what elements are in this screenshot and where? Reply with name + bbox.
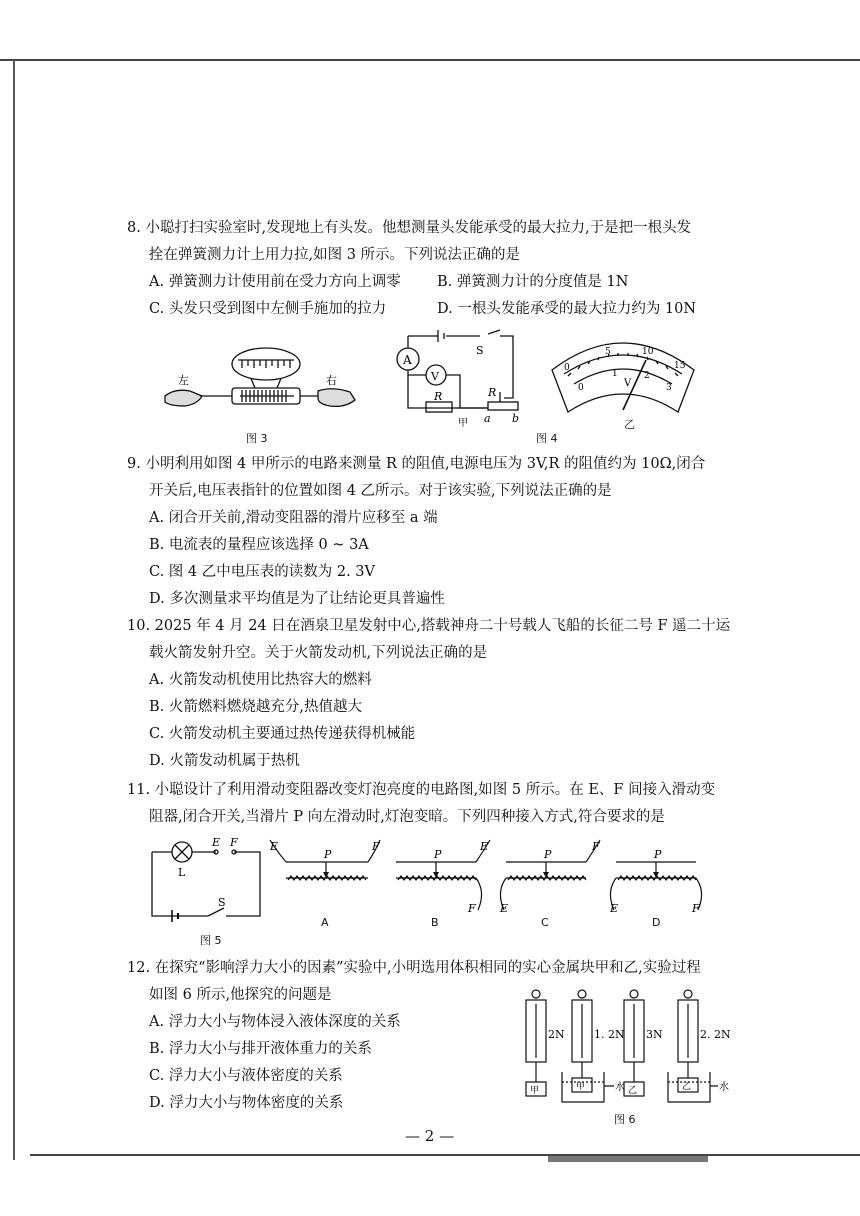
- q9-option-a: A. 闭合开关前,滑动变阻器的滑片应移至 a 端: [149, 510, 438, 526]
- fig4-switch-label: S: [476, 344, 484, 357]
- fig5-d-f: F: [692, 902, 700, 915]
- fig4-tick-5: 5: [605, 347, 611, 357]
- fig5-e-label: E: [212, 836, 221, 849]
- fig5-option-a: A: [321, 916, 329, 929]
- fig4-unit-label: V: [624, 378, 632, 389]
- q8-option-b: B. 弹簧测力计的分度值是 1N: [437, 274, 629, 290]
- figure-5-options: [268, 836, 728, 916]
- fig4-tick-2: 2: [644, 371, 650, 381]
- q8-option-a: A. 弹簧测力计使用前在受力方向上调零: [149, 274, 401, 290]
- q12-option-b: B. 浮力大小与排开液体重力的关系: [149, 1041, 372, 1057]
- fig4-ammeter-label: A: [403, 353, 412, 367]
- q9-stem-line2: 开关后,电压表指针的位置如图 4 乙所示。对于该实验,下列说法正确的是: [149, 483, 612, 499]
- q12-stem-line2: 如图 6 所示,他探究的问题是: [149, 987, 332, 1003]
- fig5-option-c: C: [541, 916, 549, 929]
- q12-option-c: C. 浮力大小与液体密度的关系: [149, 1068, 343, 1084]
- fig4-rheostat-label: R: [488, 386, 497, 399]
- fig5-a-p: P: [324, 848, 332, 861]
- q9-option-b: B. 电流表的量程应该选择 0 ~ 3A: [149, 537, 369, 553]
- fig6-reading-4: 2. 2N: [700, 1028, 731, 1041]
- q10-option-a: A. 火箭发动机使用比热容大的燃料: [149, 672, 372, 688]
- q8-stem-line1: 8. 小聪打扫实验室时,发现地上有头发。他想测量头发能承受的最大拉力,于是把一根头发: [127, 220, 692, 236]
- q12-option-d: D. 浮力大小与物体密度的关系: [149, 1095, 344, 1111]
- page-number: — 2 —: [405, 1127, 455, 1145]
- fig5-c-p: P: [544, 848, 552, 861]
- fig6-block-1: 甲: [530, 1086, 540, 1096]
- fig4-end-b: b: [512, 412, 520, 425]
- q10-stem-line1: 10. 2025 年 4 月 24 日在酒泉卫星发射中心,搭载神舟二十号载人飞船的长征二号 F 遥二十运: [127, 618, 731, 634]
- q8-option-d: D. 一根头发能承受的最大拉力约为 10N: [437, 301, 697, 317]
- q12-stem-line1: 12. 在探究“影响浮力大小的因素”实验中,小明选用体积相同的实心金属块甲和乙,实验过程: [127, 960, 701, 976]
- fig5-a-e: E: [270, 840, 279, 853]
- q10-option-b: B. 火箭燃料燃烧越充分,热值越大: [149, 699, 362, 715]
- fig6-caption: 图 6: [614, 1113, 636, 1126]
- fig4-tick-0-top: 0: [564, 363, 570, 373]
- fig4-tick-3: 3: [666, 383, 672, 393]
- fig4-tick-10: 10: [642, 347, 654, 357]
- fig4-tick-0-bottom: 0: [578, 383, 584, 393]
- scan-artifact: [548, 1156, 708, 1162]
- fig6-reading-2: 1. 2N: [594, 1028, 625, 1041]
- fig3-left-label: 左: [178, 374, 189, 387]
- q9-option-c: C. 图 4 乙中电压表的读数为 2. 3V: [149, 564, 375, 580]
- figure-4-voltmeter-dial: [548, 336, 698, 414]
- fig5-c-f: F: [592, 840, 600, 853]
- fig4-voltmeter-label: V: [431, 370, 439, 383]
- q8-option-c: C. 头发只受到图中左侧手施加的拉力: [149, 301, 387, 317]
- fig5-caption: 图 5: [200, 934, 222, 947]
- q9-option-d: D. 多次测量求平均值是为了让结论更具普遍性: [149, 591, 445, 607]
- fig5-c-e: E: [500, 902, 509, 915]
- fig5-d-p: P: [654, 848, 662, 861]
- fig3-right-label: 右: [326, 374, 337, 387]
- fig6-water-2: 水: [719, 1082, 729, 1093]
- figure-5-circuit: [148, 834, 268, 926]
- fig6-block-3: 乙: [628, 1086, 638, 1096]
- fig5-option-d: D: [652, 916, 661, 929]
- q10-option-c: C. 火箭发动机主要通过热传递获得机械能: [149, 726, 416, 742]
- fig6-reading-1: 2N: [548, 1028, 565, 1041]
- q10-stem-line2: 载火箭发射升空。关于火箭发动机,下列说法正确的是: [149, 645, 488, 661]
- figure-6-buoyancy: [518, 986, 738, 1110]
- fig4-resistor-label: R: [434, 390, 443, 403]
- fig5-a-f: F: [372, 840, 380, 853]
- fig5-switch-label: S: [218, 896, 226, 909]
- fig5-b-f: F: [468, 902, 476, 915]
- fig6-block-2: 甲: [576, 1082, 586, 1092]
- fig5-lamp-label: L: [178, 866, 186, 879]
- fig4-yi-label: 乙: [624, 418, 635, 431]
- fig6-water-1: 水: [615, 1082, 625, 1093]
- q10-option-d: D. 火箭发动机属于热机: [149, 753, 300, 769]
- top-border: [0, 59, 860, 61]
- figure-3-spring-scale: [160, 336, 360, 426]
- left-border: [13, 60, 15, 1160]
- fig5-d-e: E: [610, 902, 619, 915]
- fig6-block-4: 乙: [682, 1082, 692, 1092]
- fig4-end-a: a: [484, 412, 491, 425]
- q8-stem-line2: 拴在弹簧测力计上用力拉,如图 3 所示。下列说法正确的是: [149, 247, 521, 263]
- q12-option-a: A. 浮力大小与物体浸入液体深度的关系: [149, 1014, 401, 1030]
- fig4-tick-1: 1: [612, 369, 618, 379]
- fig6-reading-3: 3N: [646, 1028, 663, 1041]
- q11-stem-line1: 11. 小聪设计了利用滑动变阻器改变灯泡亮度的电路图,如图 5 所示。在 E、F 间接入滑动变: [127, 782, 716, 798]
- q9-stem-line1: 9. 小明利用如图 4 甲所示的电路来测量 R 的阻值,电源电压为 3V,R 的阻值约为 10Ω,闭合: [127, 456, 706, 472]
- fig4-jia-label: 甲: [458, 418, 468, 429]
- fig3-caption: 图 3: [246, 432, 268, 445]
- figure-4-circuit: [388, 330, 528, 430]
- q11-stem-line2: 阻器,闭合开关,当滑片 P 向左滑动时,灯泡变暗。下列四种接入方式,符合要求的是: [149, 809, 665, 825]
- fig4-caption: 图 4: [536, 432, 558, 445]
- fig5-option-b: B: [431, 916, 439, 929]
- fig5-f-label: F: [230, 836, 238, 849]
- fig5-b-p: P: [434, 848, 442, 861]
- fig4-tick-15: 15: [674, 361, 686, 371]
- bottom-border: [30, 1154, 860, 1156]
- fig5-b-e: E: [480, 840, 489, 853]
